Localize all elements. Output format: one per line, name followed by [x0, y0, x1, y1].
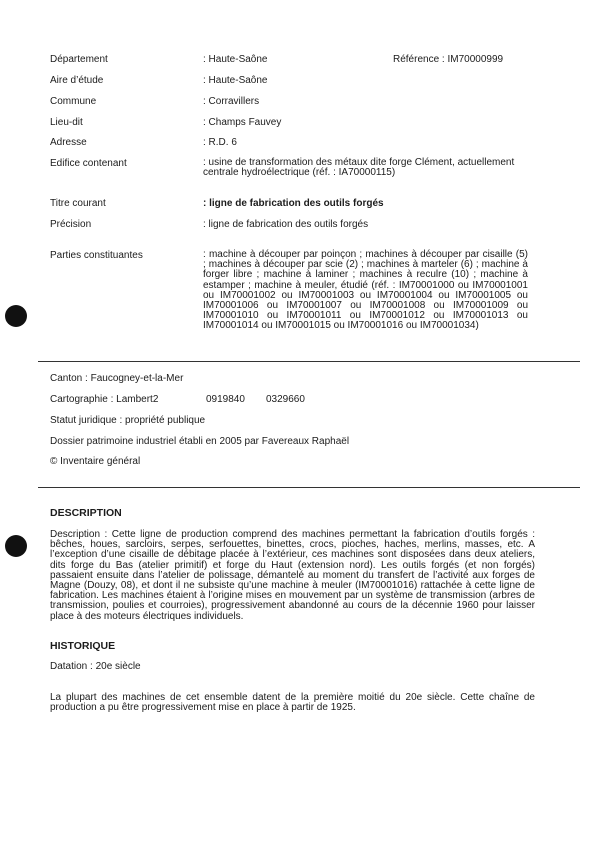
cartographie: Cartographie : Lambert2 [50, 394, 159, 405]
statut-juridique: Statut juridique : propriété publique [50, 415, 206, 426]
reference: Référence : IM70000999 [393, 54, 504, 65]
label-adresse: Adresse [50, 137, 87, 148]
value-adresse: : R.D. 6 [203, 137, 237, 148]
value-aire-etude: : Haute-Saône [203, 75, 268, 86]
description-heading: DESCRIPTION [50, 507, 122, 519]
separator-rule-top [38, 361, 580, 362]
label-parties: Parties constituantes [50, 250, 143, 261]
label-titre: Titre courant [50, 198, 106, 209]
canton: Canton : Faucogney-et-la-Mer [50, 373, 184, 384]
value-lieu-dit: : Champs Fauvey [203, 117, 282, 128]
historique-text: La plupart des machines de cet ensemble datent de la première moitié du 20e siècle. Cette chaîne de production a pu être progressivement mise en place à partir de 1925. [50, 692, 535, 714]
cartographie-y: 0329660 [266, 394, 305, 405]
cartographie-x: 0919840 [206, 394, 245, 405]
description-text: Description : Cette ligne de production comprend des machines permettant la fabrication d’outils forgés : bêches, houes, sarcloirs, serpes, serfouettes, binettes, crocs, pioches, haches, merlins, masses, etc. A l’exception d’une cisaille de débitage placée à l’extérieur, ces machines sont disposées dans deux ateliers, dits forge du Bas (atelier primitif) et forge du Haut (extension nord). Les outils forgés (et non forgés) passaient ensuite dans l’atelier de polissage, démantelé au moment du transfert de l’activité aux forges de Magne (Douzy, 08), et dont il ne subsiste qu’une machine à meuler (IM70001016) rattachée à cette ligne de fabrication. Les machines étaient à l’origine mises en mouvement par un système de transmission (arbres de transmission, poulies et courroies), progressivement abandonné au cours de la décennie 1960 pour laisser place à des moteurs électriques individuels. [50, 529, 535, 622]
separator-rule-bottom [38, 487, 580, 488]
value-edifice: : usine de transformation des métaux dite forge Clément, actuellement centrale hydroélectrique (réf. : IA70000115) [203, 157, 515, 179]
label-precision: Précision [50, 219, 92, 230]
binder-hole-top [5, 305, 27, 327]
value-commune: : Corravillers [203, 96, 260, 107]
copyright: © Inventaire général [50, 456, 141, 467]
binder-hole-bottom [5, 535, 27, 557]
datation: Datation : 20e siècle [50, 661, 141, 672]
value-precision: : ligne de fabrication des outils forgés [203, 219, 369, 230]
historique-heading: HISTORIQUE [50, 640, 116, 652]
label-edifice: Edifice contenant [50, 158, 127, 169]
label-departement: Département [50, 54, 108, 65]
value-parties: : machine à découper par poinçon ; machines à découper par cisaille (5) ; machines à découper par scie (2) ; machines à marteler (6) ; machine à forger libre ; machine à laminer ; machines à reculre (10) ; machine à estamper ; machine à meuler, étudié (réf. : IM70001000 ou IM70001001 ou IM70001002 ou IM70001003 ou IM70001004 ou IM70001005 ou IM70001006 ou IM70001007 ou IM70001008 ou IM70001009 ou IM70001010 ou IM70001011 ou IM70001012 ou IM70001013 ou IM70001014 ou IM70001015 ou IM70001016 ou IM70001034) [203, 249, 528, 332]
label-commune: Commune [50, 96, 97, 107]
dossier: Dossier patrimoine industriel établi en 2005 par Favereaux Raphaël [50, 436, 350, 447]
label-aire-etude: Aire d’étude [50, 75, 104, 86]
value-titre: : ligne de fabrication des outils forgés [203, 198, 384, 209]
label-lieu-dit: Lieu-dit [50, 117, 83, 128]
value-departement: : Haute-Saône [203, 54, 268, 65]
